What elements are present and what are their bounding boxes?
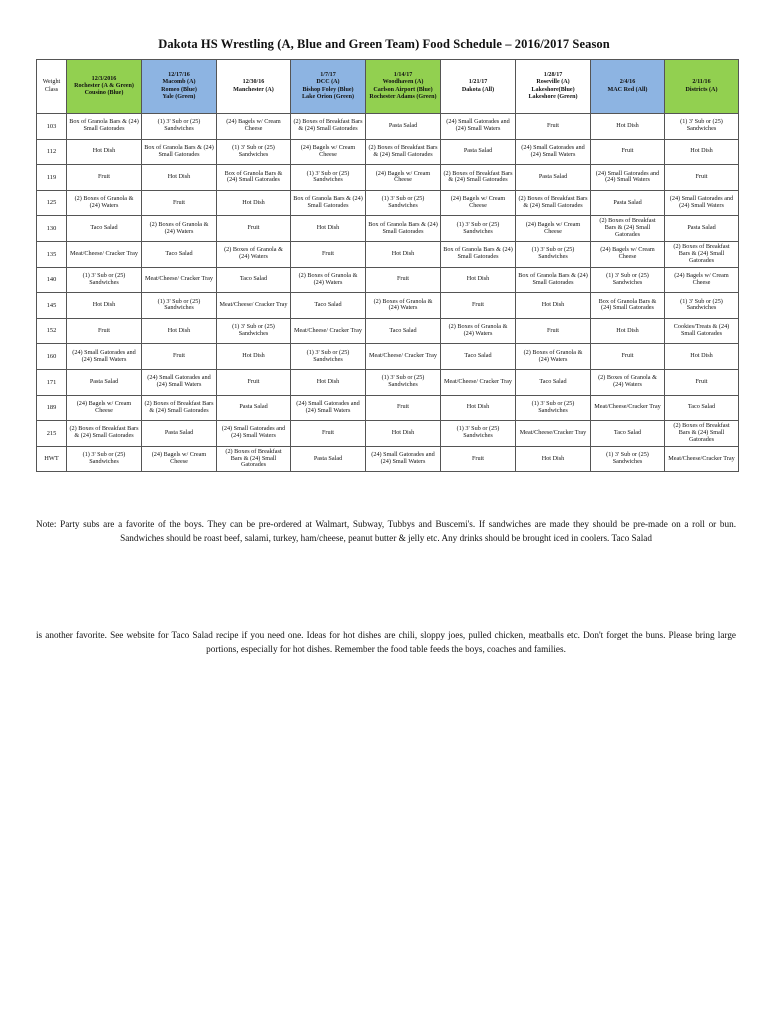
event-team: Yale (Green) — [162, 93, 196, 100]
food-item-cell: (24) Bagels w/ Cream Cheese — [142, 446, 217, 472]
food-item-cell: Cookies/Treats & (24) Small Gatorades — [665, 318, 739, 344]
food-item-cell: (24) Bagels w/ Cream Cheese — [291, 139, 366, 165]
table-row — [37, 344, 739, 370]
food-item-cell: (2) Boxes of Breakfast Bars & (24) Small Gatorades — [665, 421, 739, 447]
food-item-cell: (2) Boxes of Breakfast Bars & (24) Small Gatorades — [67, 421, 142, 447]
event-team: Carlson Airport (Blue) — [373, 86, 433, 93]
food-item-cell: Pasta Salad — [291, 446, 366, 472]
food-item-cell: Hot Dish — [366, 421, 441, 447]
food-item-cell: Taco Salad — [217, 267, 291, 293]
food-item-cell: (24) Bagels w/ Cream Cheese — [516, 216, 591, 242]
food-item-cell: Taco Salad — [665, 395, 739, 421]
food-item-cell: Hot Dish — [67, 293, 142, 319]
food-item-cell: (24) Small Gatorades and (24) Small Waters — [291, 395, 366, 421]
food-item-cell: (24) Bagels w/ Cream Cheese — [67, 395, 142, 421]
event-team: DCC (A) — [316, 79, 340, 86]
food-item-cell: (24) Bagels w/ Cream Cheese — [366, 165, 441, 191]
food-item-cell: Hot Dish — [67, 139, 142, 165]
food-item-cell: Meat/Cheese/Cracker Tray — [516, 421, 591, 447]
food-item-cell: (1) 3' Sub or (25) Sandwiches — [591, 267, 665, 293]
note-paragraph-1: Note: Party subs are a favorite of the boys. They can be pre-ordered at Walmart, Subway, Tubbys and Buscemi's. If sandwiches are made they should be pre-made on a roll or bun. Sandwiches should be roast beef, salami, turkey, ham/cheese, peanut butter & jelly etc. Any drinks should be brought iced in coolers. Taco Salad — [36, 519, 736, 543]
weight-class-cell: 103 — [37, 114, 67, 140]
food-item-cell: (1) 3' Sub or (25) Sandwiches — [291, 165, 366, 191]
food-item-cell: Hot Dish — [217, 190, 291, 216]
event-header — [441, 60, 516, 114]
food-item-cell: (24) Small Gatorades and (24) Small Waters — [217, 421, 291, 447]
food-item-cell: Meat/Cheese/ Cracker Tray — [441, 369, 516, 395]
food-item-cell: (24) Bagels w/ Cream Cheese — [441, 190, 516, 216]
event-team: Dakota (All) — [461, 86, 495, 93]
food-item-cell: (2) Boxes of Breakfast Bars & (24) Small Gatorades — [217, 446, 291, 472]
weight-class-cell: 140 — [37, 267, 67, 293]
weight-class-header: Weight Class — [37, 60, 67, 114]
food-item-cell: Meat/Cheese/Cracker Tray — [591, 395, 665, 421]
food-item-cell: (2) Boxes of Granola & (24) Waters — [516, 344, 591, 370]
weight-class-cell: 135 — [37, 241, 67, 267]
event-team: Romeo (Blue) — [161, 86, 197, 93]
food-item-cell: (1) 3' Sub or (25) Sandwiches — [67, 267, 142, 293]
food-item-cell: (1) 3' Sub or (25) Sandwiches — [291, 344, 366, 370]
food-item-cell: Pasta Salad — [366, 114, 441, 140]
food-item-cell: Hot Dish — [291, 369, 366, 395]
food-item-cell: (1) 3' Sub or (25) Sandwiches — [217, 139, 291, 165]
food-item-cell: Hot Dish — [291, 216, 366, 242]
food-item-cell: (24) Small Gatorades and (24) Small Waters — [142, 369, 217, 395]
food-item-cell: Fruit — [142, 344, 217, 370]
food-item-cell: (24) Small Gatorades and (24) Small Waters — [441, 114, 516, 140]
food-item-cell: (1) 3' Sub or (25) Sandwiches — [665, 293, 739, 319]
food-item-cell: Pasta Salad — [591, 190, 665, 216]
food-item-cell: (24) Small Gatorades and (24) Small Waters — [591, 165, 665, 191]
food-schedule-table — [36, 59, 739, 472]
event-team: Macomb (A) — [162, 79, 196, 86]
event-date: 2/11/16 — [692, 79, 711, 86]
food-item-cell: Box of Granola Bars & (24) Small Gatorades — [516, 267, 591, 293]
food-item-cell: (2) Boxes of Granola & (24) Waters — [217, 241, 291, 267]
food-item-cell: (24) Small Gatorades and (24) Small Waters — [366, 446, 441, 472]
food-item-cell: Fruit — [366, 395, 441, 421]
food-item-cell: (1) 3' Sub or (25) Sandwiches — [142, 293, 217, 319]
food-item-cell: Meat/Cheese/ Cracker Tray — [291, 318, 366, 344]
food-item-cell: Fruit — [291, 421, 366, 447]
food-item-cell: Meat/Cheese/ Cracker Tray — [67, 241, 142, 267]
event-header — [291, 60, 366, 114]
weight-class-cell: HWT — [37, 446, 67, 472]
event-header — [591, 60, 665, 114]
food-item-cell: Pasta Salad — [67, 369, 142, 395]
food-item-cell: (2) Boxes of Breakfast Bars & (24) Small Gatorades — [516, 190, 591, 216]
food-item-cell: Pasta Salad — [516, 165, 591, 191]
table-row — [37, 114, 739, 140]
food-item-cell: (2) Boxes of Granola & (24) Waters — [142, 216, 217, 242]
table-row — [37, 267, 739, 293]
food-item-cell: Taco Salad — [366, 318, 441, 344]
food-item-cell: (2) Boxes of Granola & (24) Waters — [591, 369, 665, 395]
food-item-cell: Pasta Salad — [217, 395, 291, 421]
food-item-cell: Fruit — [67, 165, 142, 191]
food-item-cell: (2) Boxes of Breakfast Bars & (24) Small Gatorades — [441, 165, 516, 191]
weight-class-cell: 145 — [37, 293, 67, 319]
event-date: 1/21/17 — [468, 79, 488, 86]
weight-class-cell: 152 — [37, 318, 67, 344]
food-item-cell: (2) Boxes of Granola & (24) Waters — [366, 293, 441, 319]
food-item-cell: Hot Dish — [516, 293, 591, 319]
food-item-cell: Hot Dish — [142, 318, 217, 344]
food-item-cell: (1) 3' Sub or (25) Sandwiches — [366, 369, 441, 395]
food-item-cell: Fruit — [441, 446, 516, 472]
event-header — [516, 60, 591, 114]
food-item-cell: Hot Dish — [665, 139, 739, 165]
header-row — [37, 60, 739, 114]
table-row — [37, 395, 739, 421]
food-item-cell: (2) Boxes of Breakfast Bars & (24) Small Gatorades — [142, 395, 217, 421]
page-title: Dakota HS Wrestling (A, Blue and Green Team) Food Schedule – 2016/2017 Season — [158, 37, 610, 51]
food-item-cell: Box of Granola Bars & (24) Small Gatorades — [441, 241, 516, 267]
food-item-cell: Meat/Cheese/ Cracker Tray — [142, 267, 217, 293]
food-item-cell: (2) Boxes of Breakfast Bars & (24) Small Gatorades — [665, 241, 739, 267]
food-item-cell: Taco Salad — [516, 369, 591, 395]
weight-class-cell: 189 — [37, 395, 67, 421]
food-item-cell: Fruit — [516, 114, 591, 140]
food-item-cell: Taco Salad — [142, 241, 217, 267]
table-row — [37, 190, 739, 216]
food-item-cell: (2) Boxes of Breakfast Bars & (24) Small Gatorades — [291, 114, 366, 140]
weight-class-cell: 112 — [37, 139, 67, 165]
event-date: 12/17/16 — [168, 71, 190, 78]
food-item-cell: Box of Granola Bars & (24) Small Gatorades — [142, 139, 217, 165]
food-item-cell: Taco Salad — [291, 293, 366, 319]
table-row — [37, 139, 739, 165]
food-item-cell: Taco Salad — [67, 216, 142, 242]
food-item-cell: (1) 3' Sub or (25) Sandwiches — [665, 114, 739, 140]
food-item-cell: Fruit — [665, 369, 739, 395]
table-row — [37, 293, 739, 319]
food-item-cell: (24) Small Gatorades and (24) Small Waters — [67, 344, 142, 370]
event-team: Rochester (A & Green) — [74, 82, 134, 89]
food-item-cell: (1) 3' Sub or (25) Sandwiches — [516, 241, 591, 267]
food-item-cell: Meat/Cheese/ Cracker Tray — [217, 293, 291, 319]
food-item-cell: Taco Salad — [441, 344, 516, 370]
food-item-cell: Fruit — [217, 369, 291, 395]
food-item-cell: (2) Boxes of Breakfast Bars & (24) Small Gatorades — [591, 216, 665, 242]
event-date: 2/4/16 — [619, 79, 636, 86]
weight-class-cell: 130 — [37, 216, 67, 242]
food-item-cell: Pasta Salad — [441, 139, 516, 165]
event-team: Manchester (A) — [233, 86, 274, 93]
food-item-cell: Fruit — [217, 216, 291, 242]
food-item-cell: Box of Granola Bars & (24) Small Gatorades — [67, 114, 142, 140]
food-item-cell: Hot Dish — [591, 114, 665, 140]
weight-class-cell: 125 — [37, 190, 67, 216]
food-item-cell: (24) Bagels w/ Cream Cheese — [665, 267, 739, 293]
food-item-cell: Fruit — [291, 241, 366, 267]
event-header — [665, 60, 739, 114]
table-row — [37, 421, 739, 447]
food-item-cell: (1) 3' Sub or (25) Sandwiches — [516, 395, 591, 421]
event-team: MAC Red (All) — [607, 86, 648, 93]
table-row — [37, 369, 739, 395]
event-header — [142, 60, 217, 114]
food-item-cell: Fruit — [665, 165, 739, 191]
food-item-cell: (24) Bagels w/ Cream Cheese — [217, 114, 291, 140]
food-item-cell: (1) 3' Sub or (25) Sandwiches — [217, 318, 291, 344]
food-item-cell: Hot Dish — [441, 395, 516, 421]
food-item-cell: Meat/Cheese/ Cracker Tray — [366, 344, 441, 370]
food-item-cell: Box of Granola Bars & (24) Small Gatorades — [591, 293, 665, 319]
food-item-cell: Fruit — [591, 139, 665, 165]
event-team: Rochester Adams (Green) — [369, 93, 437, 100]
food-item-cell: Hot Dish — [217, 344, 291, 370]
food-item-cell: (2) Boxes of Granola & (24) Waters — [441, 318, 516, 344]
food-item-cell: Box of Granola Bars & (24) Small Gatorades — [366, 216, 441, 242]
food-item-cell: Fruit — [516, 318, 591, 344]
event-team: Lakeshore (Green) — [528, 93, 578, 100]
food-item-cell: (24) Small Gatorades and (24) Small Waters — [516, 139, 591, 165]
food-item-cell: Box of Granola Bars & (24) Small Gatorades — [217, 165, 291, 191]
note-paragraph-2: is another favorite. See website for Taco Salad recipe if you need one. Ideas for hot dishes are chili, sloppy joes, pulled chicken, meatballs etc. Don't forget the buns. Please bring large portions, especially for hot dishes. Remember the food table feeds the boys, coaches and families. — [36, 630, 736, 654]
food-item-cell: (1) 3' Sub or (25) Sandwiches — [142, 114, 217, 140]
event-header — [217, 60, 291, 114]
food-item-cell: (1) 3' Sub or (25) Sandwiches — [441, 216, 516, 242]
event-team: Cousino (Blue) — [84, 90, 124, 97]
event-team: Bishop Foley (Blue) — [302, 86, 354, 93]
weight-class-cell: 160 — [37, 344, 67, 370]
food-item-cell: Fruit — [591, 344, 665, 370]
event-header — [366, 60, 441, 114]
weight-class-cell: 171 — [37, 369, 67, 395]
weight-class-cell: 119 — [37, 165, 67, 191]
table-row — [37, 165, 739, 191]
food-item-cell: Fruit — [67, 318, 142, 344]
event-team: Roseville (A) — [536, 79, 570, 86]
table-row — [37, 241, 739, 267]
event-date: 1/7/17 — [320, 71, 336, 78]
food-item-cell: Fruit — [441, 293, 516, 319]
table-row — [37, 318, 739, 344]
food-item-cell: Hot Dish — [516, 446, 591, 472]
food-item-cell: (24) Small Gatorades and (24) Small Waters — [665, 190, 739, 216]
food-item-cell: (24) Bagels w/ Cream Cheese — [591, 241, 665, 267]
table-row — [37, 216, 739, 242]
event-team: Districts (A) — [685, 86, 718, 93]
food-item-cell: Fruit — [366, 267, 441, 293]
food-item-cell: Pasta Salad — [142, 421, 217, 447]
food-item-cell: Hot Dish — [142, 165, 217, 191]
weight-class-cell: 215 — [37, 421, 67, 447]
food-item-cell: (1) 3' Sub or (25) Sandwiches — [591, 446, 665, 472]
food-item-cell: Meat/Cheese/Cracker Tray — [665, 446, 739, 472]
event-header — [67, 60, 142, 114]
food-item-cell: (2) Boxes of Granola & (24) Waters — [67, 190, 142, 216]
event-date: 12/3/2016 — [91, 75, 117, 82]
food-item-cell: Taco Salad — [591, 421, 665, 447]
event-date: 12/30/16 — [242, 79, 265, 86]
food-item-cell: Hot Dish — [591, 318, 665, 344]
event-date: 1/14/17 — [393, 71, 413, 78]
event-team: Lakeshore(Blue) — [531, 86, 575, 93]
event-date: 1/28/17 — [543, 71, 563, 78]
event-team: Lake Orion (Green) — [301, 93, 355, 100]
food-item-cell: Hot Dish — [366, 241, 441, 267]
table-row — [37, 446, 739, 472]
food-item-cell: Fruit — [142, 190, 217, 216]
food-item-cell: (2) Boxes of Breakfast Bars & (24) Small Gatorades — [366, 139, 441, 165]
food-item-cell: (2) Boxes of Granola & (24) Waters — [291, 267, 366, 293]
event-team: Woodhaven (A) — [382, 79, 424, 86]
food-item-cell: Pasta Salad — [665, 216, 739, 242]
food-item-cell: (1) 3' Sub or (25) Sandwiches — [441, 421, 516, 447]
food-item-cell: Hot Dish — [665, 344, 739, 370]
food-item-cell: (1) 3' Sub or (25) Sandwiches — [366, 190, 441, 216]
food-item-cell: (1) 3' Sub or (25) Sandwiches — [67, 446, 142, 472]
food-item-cell: Hot Dish — [441, 267, 516, 293]
food-item-cell: Box of Granola Bars & (24) Small Gatorades — [291, 190, 366, 216]
